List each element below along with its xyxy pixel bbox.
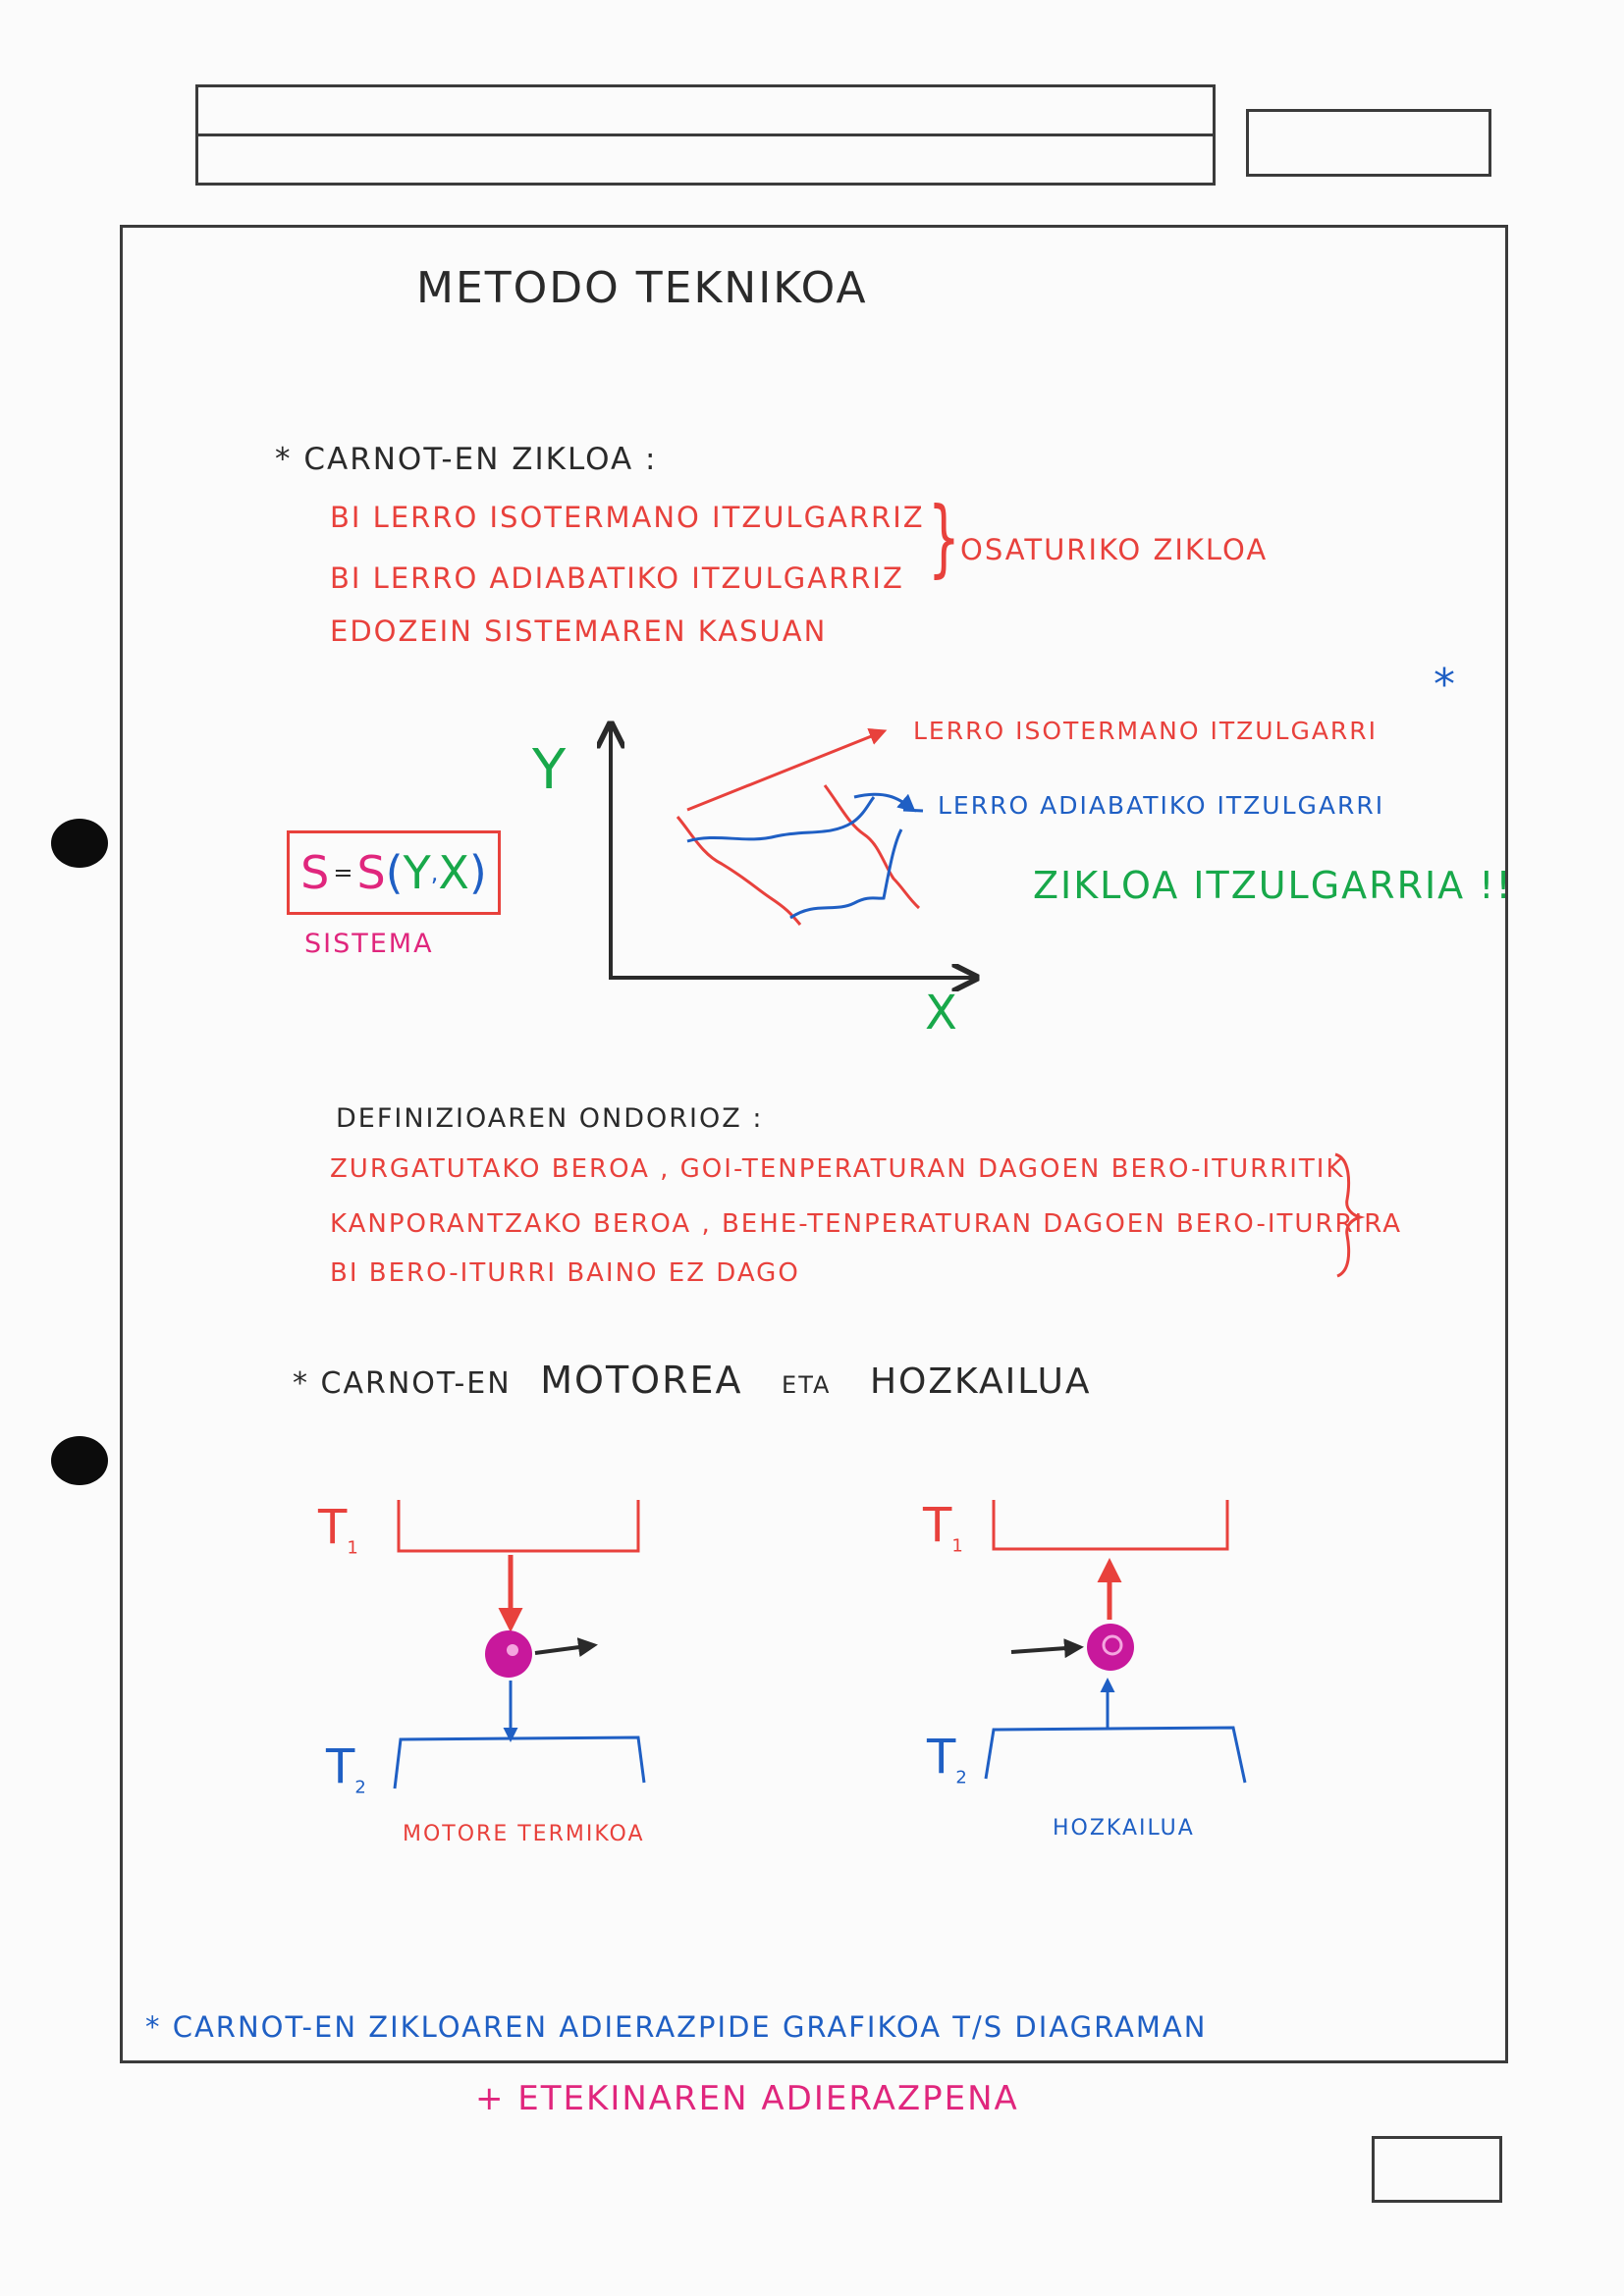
motor-t1-sub: 1 [347, 1537, 358, 1559]
x-axis-label: X [925, 986, 957, 1041]
eq-equals: = [333, 859, 353, 886]
carnot-brace-note: OSATURIKO ZIKLOA [960, 533, 1269, 566]
motor-t1-label [318, 1500, 358, 1559]
fridge-t1-sub: 1 [951, 1535, 963, 1557]
header-field-top [195, 84, 1216, 136]
motor-t2-letter: T [326, 1739, 355, 1794]
definition-heading: DEFINIZIOAREN ONDORIOZ : [336, 1103, 764, 1134]
engines-heading-hozkailua: HOZKAILUA [869, 1362, 1092, 1402]
carnot-cycle-heading: * CARNOT-EN ZIKLOA : [275, 442, 658, 477]
fridge-caption: HOZKAILUA [1053, 1816, 1195, 1841]
reversible-note: ZIKLOA ITZULGARRIA !! [1033, 864, 1513, 907]
fridge-t1-label [923, 1498, 963, 1557]
engines-heading-prefix: * CARNOT-EN [293, 1366, 512, 1401]
isotherm-label: LERRO ISOTERMANO ITZULGARRI [913, 717, 1379, 745]
punch-hole-top [51, 819, 108, 868]
eq-paren-close: ) [468, 846, 487, 899]
punch-hole-bottom [51, 1436, 108, 1485]
engines-heading [293, 1359, 1092, 1402]
definition-line-2: KANPORANTZAKO BEROA , BEHE-TENPERATURAN DAGOEN BERO-ITURRIRA [330, 1209, 1403, 1239]
fridge-t1-letter: T [923, 1498, 952, 1553]
definition-line-3: BI BERO-ITURRI BAINO EZ DAGO [330, 1258, 800, 1288]
adiabatic-label: LERRO ADIABATIKO ITZULGARRI [938, 791, 1385, 820]
eq-s-left: S [300, 846, 330, 899]
motor-t2-label [326, 1739, 366, 1798]
carnot-line-2: BI LERRO ADIABATIKO ITZULGARRIZ [330, 561, 904, 595]
eq-comma: , [430, 859, 439, 886]
eq-paren-open: ( [385, 846, 404, 899]
header-side-box [1246, 109, 1491, 177]
page-number-box [1372, 2136, 1502, 2203]
motor-caption: MOTORE TERMIKOA [403, 1822, 645, 1846]
engines-heading-motorea: MOTOREA [540, 1359, 743, 1402]
engines-heading-eta: ETA [782, 1371, 832, 1399]
system-caption: SISTEMA [304, 929, 434, 959]
eq-y: Y [403, 846, 431, 899]
eq-x: X [438, 846, 469, 899]
fridge-t2-letter: T [927, 1730, 956, 1785]
eq-s-right: S [356, 846, 386, 899]
page-title: METODO TEKNIKOA [416, 263, 868, 313]
fridge-t2-sub: 2 [955, 1767, 967, 1789]
carnot-line-3: EDOZEIN SISTEMAREN KASUAN [330, 614, 828, 648]
motor-t1-letter: T [318, 1500, 348, 1555]
motor-t2-sub: 2 [354, 1777, 366, 1798]
footer-extra: + ETEKINAREN ADIERAZPENA [475, 2079, 1019, 2118]
y-axis-label: Y [532, 738, 567, 802]
carnot-brace: } [927, 489, 960, 587]
carnot-line-1: BI LERRO ISOTERMANO ITZULGARRIZ [330, 501, 925, 534]
system-equation-box [287, 830, 501, 915]
definition-line-1: ZURGATUTAKO BEROA , GOI-TENPERATURAN DAGOEN BERO-ITURRITIK [330, 1154, 1345, 1184]
footer-note: * CARNOT-EN ZIKLOAREN ADIERAZPIDE GRAFIKOA T/S DIAGRAMAN [145, 2010, 1208, 2044]
header-field-bottom [195, 133, 1216, 186]
fridge-t2-label [927, 1730, 967, 1789]
asterisk-mark: * [1434, 660, 1455, 710]
